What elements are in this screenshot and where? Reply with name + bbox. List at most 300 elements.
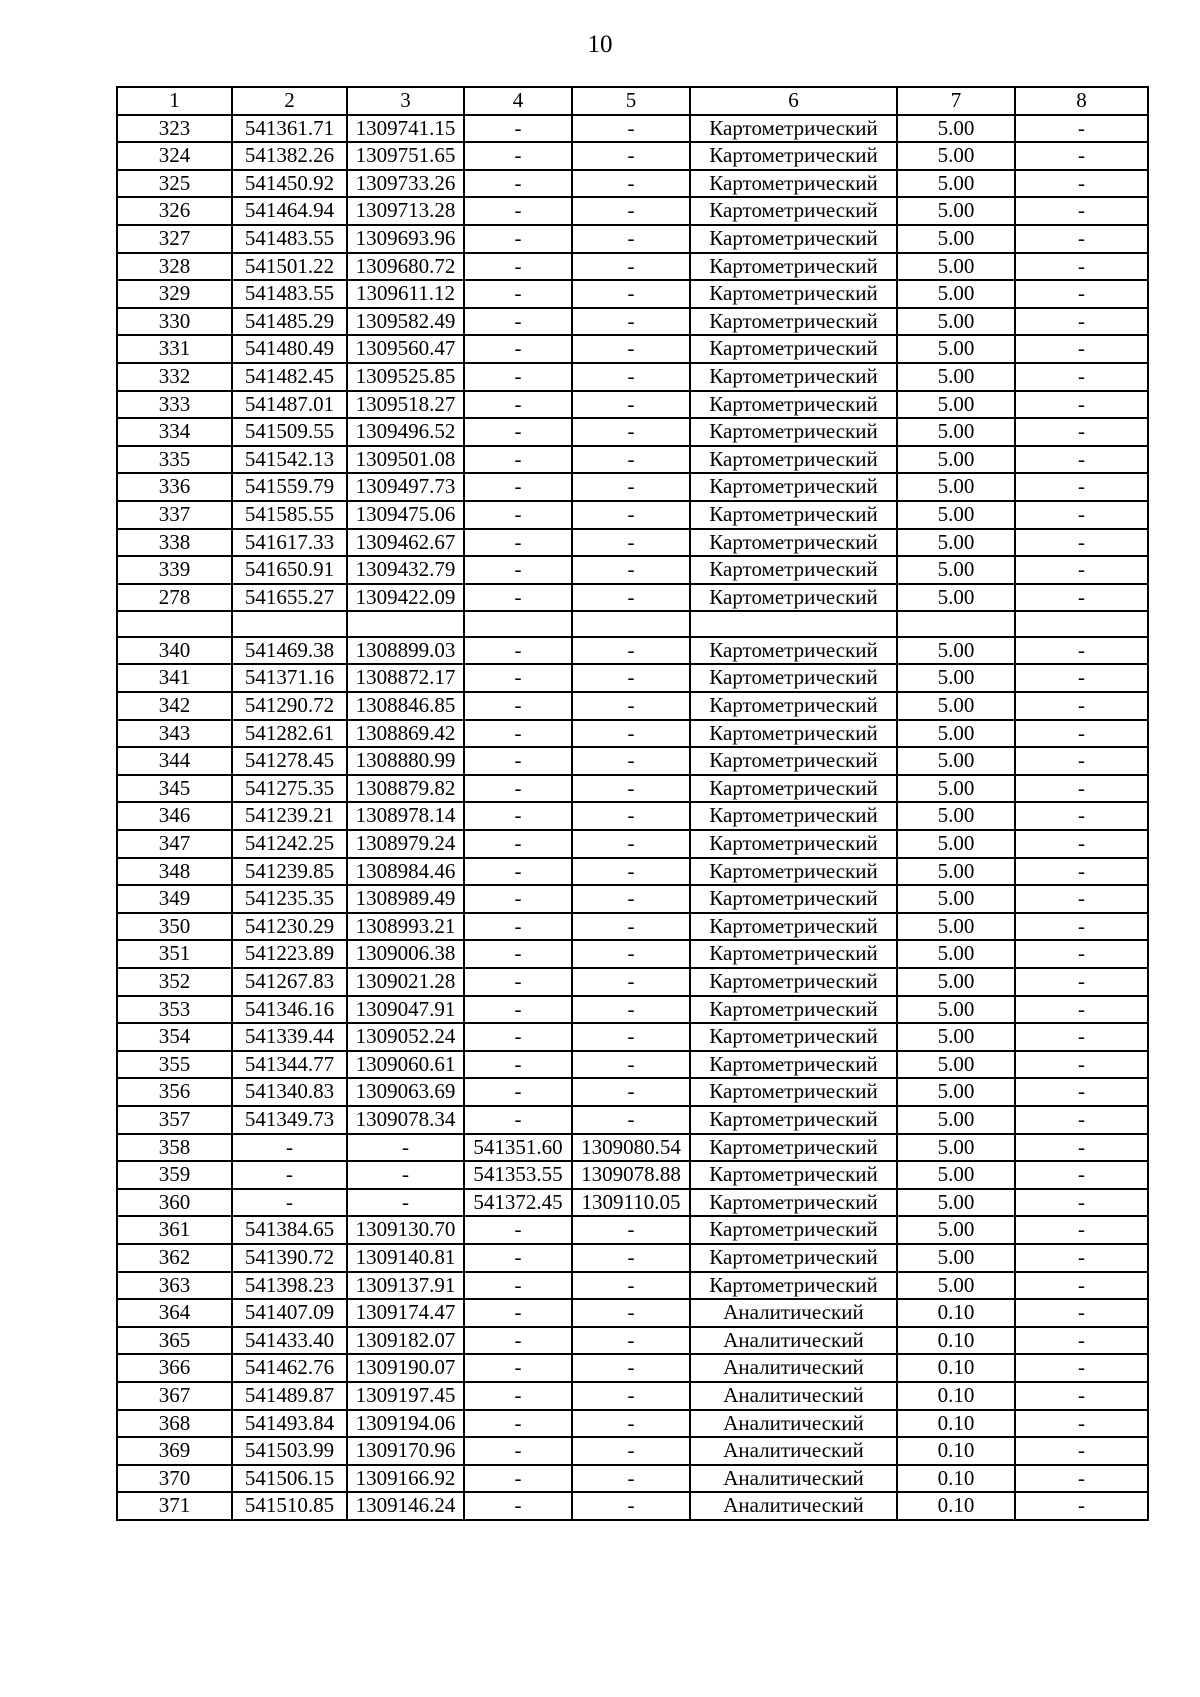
table-cell: 1309190.07 [347, 1354, 464, 1382]
column-header: 6 [690, 87, 897, 115]
table-row [117, 1051, 1148, 1079]
table-row [117, 556, 1148, 584]
table-cell: 541482.45 [232, 363, 347, 391]
table-cell: 541242.25 [232, 830, 347, 858]
table-cell: - [572, 664, 690, 692]
table-cell: - [572, 1437, 690, 1465]
table-cell: 5.00 [897, 913, 1015, 941]
table-cell: 541239.85 [232, 858, 347, 886]
table-row [117, 1465, 1148, 1493]
table-cell: - [572, 1382, 690, 1410]
table-cell: - [1015, 1023, 1148, 1051]
table-cell: - [572, 115, 690, 143]
table-cell: 1309047.91 [347, 996, 464, 1024]
table-cell: - [572, 363, 690, 391]
table-cell: 5.00 [897, 996, 1015, 1024]
table-cell: - [572, 501, 690, 529]
table-cell: 350 [117, 913, 232, 941]
table-cell: - [464, 1051, 572, 1079]
table-cell: Картометрический [690, 501, 897, 529]
table-cell: - [464, 1492, 572, 1520]
table-row [117, 391, 1148, 419]
table-row [117, 1161, 1148, 1189]
table-cell: Картометрический [690, 858, 897, 886]
table-row [117, 1437, 1148, 1465]
table-cell: 1309751.65 [347, 142, 464, 170]
table-cell: - [464, 1023, 572, 1051]
table-cell: 541349.73 [232, 1106, 347, 1134]
table-cell: 1308984.46 [347, 858, 464, 886]
table-cell: - [464, 637, 572, 665]
table-cell: 326 [117, 197, 232, 225]
table-cell [572, 611, 690, 637]
table-cell: 1309518.27 [347, 391, 464, 419]
table-cell: 5.00 [897, 1106, 1015, 1134]
table-cell: 0.10 [897, 1437, 1015, 1465]
table-cell: - [1015, 1189, 1148, 1217]
table-cell: - [572, 885, 690, 913]
table-row [117, 115, 1148, 143]
table-cell: 0.10 [897, 1465, 1015, 1493]
table-cell: - [1015, 501, 1148, 529]
table-cell: 1309130.70 [347, 1216, 464, 1244]
table-cell: - [1015, 446, 1148, 474]
table-cell: Аналитический [690, 1327, 897, 1355]
column-header: 4 [464, 87, 572, 115]
table-row [117, 501, 1148, 529]
table-cell: 1309197.45 [347, 1382, 464, 1410]
table-row [117, 996, 1148, 1024]
table-cell: 541433.40 [232, 1327, 347, 1355]
table-cell: Картометрический [690, 418, 897, 446]
table-cell: - [572, 280, 690, 308]
table-cell: - [464, 335, 572, 363]
table-cell: Картометрический [690, 1244, 897, 1272]
table-cell: 1309462.67 [347, 529, 464, 557]
table-cell: - [1015, 1465, 1148, 1493]
table-row [117, 940, 1148, 968]
table-cell: - [464, 1272, 572, 1300]
table-cell: 331 [117, 335, 232, 363]
table-cell: 370 [117, 1465, 232, 1493]
table-row [117, 142, 1148, 170]
table-cell: - [464, 1437, 572, 1465]
table-row [117, 692, 1148, 720]
table-cell: - [572, 1354, 690, 1382]
table-cell: 341 [117, 664, 232, 692]
table-cell: 5.00 [897, 225, 1015, 253]
table-cell: 333 [117, 391, 232, 419]
column-header: 3 [347, 87, 464, 115]
table-cell: - [464, 885, 572, 913]
table-cell: 1309733.26 [347, 170, 464, 198]
table-cell: 1309060.61 [347, 1051, 464, 1079]
table-cell: - [1015, 720, 1148, 748]
table-cell: Картометрический [690, 308, 897, 336]
table-cell: 5.00 [897, 1244, 1015, 1272]
table-cell: 5.00 [897, 529, 1015, 557]
table-cell: - [572, 308, 690, 336]
table-cell: - [572, 529, 690, 557]
table-cell: 0.10 [897, 1492, 1015, 1520]
table-cell: Картометрический [690, 913, 897, 941]
table-cell [347, 611, 464, 637]
table-row [117, 253, 1148, 281]
table-cell: 541510.85 [232, 1492, 347, 1520]
table-cell: Картометрический [690, 940, 897, 968]
table-cell: 346 [117, 802, 232, 830]
table-cell: Картометрический [690, 692, 897, 720]
table-cell: 5.00 [897, 280, 1015, 308]
table-cell: Картометрический [690, 253, 897, 281]
table-cell: 1309140.81 [347, 1244, 464, 1272]
table-cell [897, 611, 1015, 637]
table-cell: 5.00 [897, 335, 1015, 363]
table-cell: - [464, 802, 572, 830]
table-cell: 1308879.82 [347, 775, 464, 803]
table-cell: 1309496.52 [347, 418, 464, 446]
table-cell: 5.00 [897, 446, 1015, 474]
table-cell: Аналитический [690, 1410, 897, 1438]
table-cell: 541501.22 [232, 253, 347, 281]
page-number: 10 [587, 31, 613, 58]
table-cell: 541282.61 [232, 720, 347, 748]
table-cell [117, 611, 232, 637]
table-cell: 541346.16 [232, 996, 347, 1024]
table-cell: 1309475.06 [347, 501, 464, 529]
table-cell: 541559.79 [232, 473, 347, 501]
table-row [117, 802, 1148, 830]
table-cell: 327 [117, 225, 232, 253]
table-row [117, 611, 1148, 637]
table-cell: 348 [117, 858, 232, 886]
table-row [117, 1106, 1148, 1134]
table-cell: - [464, 391, 572, 419]
table-row [117, 170, 1148, 198]
table-cell: - [1015, 1299, 1148, 1327]
table-cell: - [572, 747, 690, 775]
table-cell: 541650.91 [232, 556, 347, 584]
table-cell: - [1015, 1410, 1148, 1438]
table-cell: 0.10 [897, 1410, 1015, 1438]
table-cell: 5.00 [897, 584, 1015, 612]
table-cell: 1308846.85 [347, 692, 464, 720]
table-cell: 360 [117, 1189, 232, 1217]
table-cell: Картометрический [690, 1078, 897, 1106]
table-cell: - [464, 529, 572, 557]
table-cell: 541382.26 [232, 142, 347, 170]
table-cell: Картометрический [690, 1106, 897, 1134]
table-cell: 541407.09 [232, 1299, 347, 1327]
table-cell: 363 [117, 1272, 232, 1300]
table-cell: - [1015, 747, 1148, 775]
table-row [117, 1023, 1148, 1051]
table-cell: - [1015, 1216, 1148, 1244]
table-cell: 349 [117, 885, 232, 913]
table-cell: - [464, 968, 572, 996]
table-cell: 5.00 [897, 170, 1015, 198]
table-cell: 541509.55 [232, 418, 347, 446]
table-cell: Картометрический [690, 664, 897, 692]
table-cell: 541353.55 [464, 1161, 572, 1189]
table-cell: 1309680.72 [347, 253, 464, 281]
table-cell: 335 [117, 446, 232, 474]
table-cell: 5.00 [897, 1272, 1015, 1300]
table-cell: - [464, 280, 572, 308]
table-cell: - [1015, 225, 1148, 253]
table-cell: 541480.49 [232, 335, 347, 363]
table-cell: - [464, 584, 572, 612]
table-cell: 541655.27 [232, 584, 347, 612]
table-cell: 1309194.06 [347, 1410, 464, 1438]
table-cell: - [572, 1492, 690, 1520]
table-cell: - [1015, 913, 1148, 941]
table-cell: - [572, 1244, 690, 1272]
table-cell: - [1015, 142, 1148, 170]
table-cell: Аналитический [690, 1354, 897, 1382]
table-cell: - [464, 1465, 572, 1493]
table-cell: - [1015, 280, 1148, 308]
table-cell: 541462.76 [232, 1354, 347, 1382]
table-cell: Картометрический [690, 775, 897, 803]
table-cell: 541483.55 [232, 225, 347, 253]
table-row [117, 197, 1148, 225]
table-cell: 347 [117, 830, 232, 858]
table-cell: 1309052.24 [347, 1023, 464, 1051]
table-cell: 5.00 [897, 308, 1015, 336]
table-cell: Картометрический [690, 556, 897, 584]
column-header: 2 [232, 87, 347, 115]
table-row [117, 1354, 1148, 1382]
table-row [117, 335, 1148, 363]
table-cell: 1309713.28 [347, 197, 464, 225]
table-cell: - [464, 692, 572, 720]
table-cell: 5.00 [897, 1189, 1015, 1217]
table-cell: Картометрический [690, 142, 897, 170]
table-cell: Аналитический [690, 1299, 897, 1327]
table-cell: 1309021.28 [347, 968, 464, 996]
table-cell: Картометрический [690, 473, 897, 501]
table-cell: 541503.99 [232, 1437, 347, 1465]
table-cell: 1308899.03 [347, 637, 464, 665]
table-cell: - [1015, 1051, 1148, 1079]
table-cell: - [1015, 473, 1148, 501]
table-cell: - [572, 142, 690, 170]
table-cell: - [1015, 885, 1148, 913]
table-cell: - [464, 720, 572, 748]
table-cell: Картометрический [690, 996, 897, 1024]
table-cell: 5.00 [897, 637, 1015, 665]
table-row [117, 1410, 1148, 1438]
table-cell: 328 [117, 253, 232, 281]
table-cell: - [1015, 1244, 1148, 1272]
table-cell: 278 [117, 584, 232, 612]
table-cell: - [572, 1078, 690, 1106]
table-cell: 541267.83 [232, 968, 347, 996]
column-header: 1 [117, 87, 232, 115]
table-row [117, 1078, 1148, 1106]
table-row [117, 1382, 1148, 1410]
table-cell: 5.00 [897, 1051, 1015, 1079]
table-cell: 356 [117, 1078, 232, 1106]
table-cell: Картометрический [690, 830, 897, 858]
table-cell: - [572, 830, 690, 858]
table-cell: 5.00 [897, 747, 1015, 775]
table-cell: 368 [117, 1410, 232, 1438]
table-cell: 5.00 [897, 940, 1015, 968]
table-cell: 361 [117, 1216, 232, 1244]
table-cell: 541275.35 [232, 775, 347, 803]
table-cell: Картометрический [690, 885, 897, 913]
table-cell: Аналитический [690, 1492, 897, 1520]
table-row [117, 1244, 1148, 1272]
table-cell: - [464, 1382, 572, 1410]
table-cell: 5.00 [897, 142, 1015, 170]
table-cell: - [1015, 1272, 1148, 1300]
table-cell: Картометрический [690, 802, 897, 830]
table-cell: Картометрический [690, 747, 897, 775]
table-cell: 1309432.79 [347, 556, 464, 584]
table-cell: Картометрический [690, 1051, 897, 1079]
table-cell: - [572, 1106, 690, 1134]
table-cell: 5.00 [897, 473, 1015, 501]
table-cell: - [1015, 858, 1148, 886]
table-cell: 353 [117, 996, 232, 1024]
table-cell: Картометрический [690, 637, 897, 665]
table-cell: 541483.55 [232, 280, 347, 308]
table-cell: - [464, 858, 572, 886]
table-row [117, 308, 1148, 336]
table-cell: Картометрический [690, 720, 897, 748]
table-cell: - [464, 830, 572, 858]
table-row [117, 858, 1148, 886]
table-cell: - [347, 1189, 464, 1217]
table-cell: - [572, 418, 690, 446]
table-cell: - [464, 1106, 572, 1134]
table-cell [464, 611, 572, 637]
table-cell: - [1015, 1134, 1148, 1162]
table-cell: - [1015, 637, 1148, 665]
table-cell: 541340.83 [232, 1078, 347, 1106]
table-cell: - [464, 308, 572, 336]
table-cell: - [464, 664, 572, 692]
table-cell: Картометрический [690, 391, 897, 419]
table-cell: Картометрический [690, 197, 897, 225]
table-row [117, 747, 1148, 775]
table-cell: 1309080.54 [572, 1134, 690, 1162]
table-cell: 541230.29 [232, 913, 347, 941]
table-cell: 541278.45 [232, 747, 347, 775]
table-cell: 1309611.12 [347, 280, 464, 308]
table-cell: - [572, 720, 690, 748]
table-cell: - [572, 335, 690, 363]
table-cell: - [1015, 584, 1148, 612]
table-cell: 1309497.73 [347, 473, 464, 501]
table-cell: - [464, 197, 572, 225]
table-cell: 323 [117, 115, 232, 143]
table-row [117, 446, 1148, 474]
table-cell: - [1015, 253, 1148, 281]
table-cell: 541398.23 [232, 1272, 347, 1300]
table-cell: Аналитический [690, 1437, 897, 1465]
table-cell: 334 [117, 418, 232, 446]
table-cell: 355 [117, 1051, 232, 1079]
table-cell: - [572, 940, 690, 968]
table-cell: 5.00 [897, 664, 1015, 692]
table-cell: - [1015, 1106, 1148, 1134]
table-cell: - [572, 637, 690, 665]
table-cell: - [572, 253, 690, 281]
table-cell: 5.00 [897, 1134, 1015, 1162]
table-cell [690, 611, 897, 637]
table-row [117, 363, 1148, 391]
table-cell: 1309006.38 [347, 940, 464, 968]
table-row [117, 1134, 1148, 1162]
table-cell: 5.00 [897, 830, 1015, 858]
table-cell: - [1015, 556, 1148, 584]
table-cell: Картометрический [690, 363, 897, 391]
table-cell: 5.00 [897, 1161, 1015, 1189]
table-cell: 325 [117, 170, 232, 198]
table-cell: 1308880.99 [347, 747, 464, 775]
table-cell: 541235.35 [232, 885, 347, 913]
table-row [117, 913, 1148, 941]
table-cell: 1309078.34 [347, 1106, 464, 1134]
table-cell: - [572, 473, 690, 501]
table-cell: - [464, 253, 572, 281]
table-cell: 352 [117, 968, 232, 996]
table-cell: 541223.89 [232, 940, 347, 968]
table-cell: - [1015, 802, 1148, 830]
table-cell: Картометрический [690, 968, 897, 996]
table-cell: - [572, 692, 690, 720]
table-cell: - [1015, 996, 1148, 1024]
table-cell: 357 [117, 1106, 232, 1134]
table-cell: - [1015, 1382, 1148, 1410]
table-cell: 0.10 [897, 1299, 1015, 1327]
table-cell: 330 [117, 308, 232, 336]
table-cell: Аналитический [690, 1382, 897, 1410]
table-row [117, 968, 1148, 996]
table-cell: 1309422.09 [347, 584, 464, 612]
table-cell: 5.00 [897, 968, 1015, 996]
table-cell: 1309137.91 [347, 1272, 464, 1300]
table-cell: 1309182.07 [347, 1327, 464, 1355]
table-cell: 358 [117, 1134, 232, 1162]
table-cell: - [1015, 1437, 1148, 1465]
table-cell: 541485.29 [232, 308, 347, 336]
table-cell: 0.10 [897, 1354, 1015, 1382]
table-row [117, 1492, 1148, 1520]
table-cell: - [232, 1134, 347, 1162]
table-cell: 1309170.96 [347, 1437, 464, 1465]
table-cell: - [464, 913, 572, 941]
table-row [117, 1189, 1148, 1217]
table-cell: 364 [117, 1299, 232, 1327]
table-cell: 5.00 [897, 418, 1015, 446]
table-cell: Картометрический [690, 584, 897, 612]
table-cell: 5.00 [897, 775, 1015, 803]
table-cell: 5.00 [897, 501, 1015, 529]
table-cell: - [464, 446, 572, 474]
table-cell: Картометрический [690, 1134, 897, 1162]
table-cell: - [232, 1161, 347, 1189]
table-cell: 5.00 [897, 692, 1015, 720]
table-cell: 1309063.69 [347, 1078, 464, 1106]
table-cell: - [1015, 197, 1148, 225]
table-cell: - [572, 802, 690, 830]
table-cell: 342 [117, 692, 232, 720]
